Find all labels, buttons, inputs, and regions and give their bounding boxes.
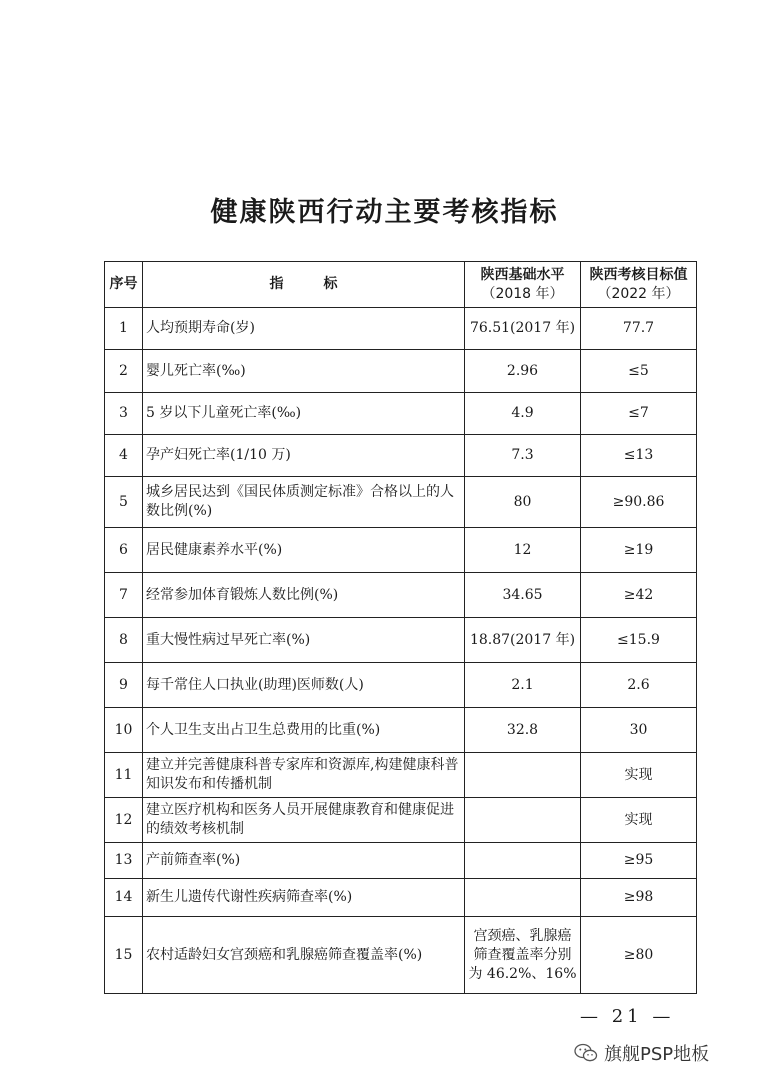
row-base: 2.1: [465, 663, 581, 708]
header-target-line2: （2022 年）: [597, 285, 680, 302]
row-base: 34.65: [465, 573, 581, 618]
row-no: 10: [105, 708, 143, 753]
row-indicator: 建立医疗机构和医务人员开展健康教育和健康促进的绩效考核机制: [143, 798, 465, 843]
row-target: ≥19: [581, 528, 697, 573]
row-no: 6: [105, 528, 143, 573]
row-base: 2.96: [465, 350, 581, 393]
header-target: [581, 262, 697, 308]
header-target-line1: 陕西考核目标值: [589, 266, 688, 283]
table-row: [105, 528, 697, 573]
row-target: ≤7: [581, 393, 697, 435]
row-base: 76.51(2017 年): [465, 308, 581, 350]
page-number: — 21 —: [580, 1006, 675, 1027]
row-no: 14: [105, 879, 143, 917]
table-row: [105, 843, 697, 879]
row-indicator: 产前筛查率(%): [143, 843, 465, 879]
row-no: 15: [105, 917, 143, 994]
row-base: 7.3: [465, 435, 581, 477]
row-indicator: 城乡居民达到《国民体质测定标准》合格以上的人数比例(%): [143, 477, 465, 528]
row-target: 实现: [581, 753, 697, 798]
row-indicator: 孕产妇死亡率(1/10 万): [143, 435, 465, 477]
table-row: [105, 663, 697, 708]
header-base-line1: 陕西基础水平: [480, 266, 565, 283]
row-indicator: 每千常住人口执业(助理)医师数(人): [143, 663, 465, 708]
header-indicator: [143, 262, 465, 308]
row-base: 12: [465, 528, 581, 573]
row-base: 4.9: [465, 393, 581, 435]
row-no: 1: [105, 308, 143, 350]
row-target: ≥90.86: [581, 477, 697, 528]
row-base: 宫颈癌、乳腺癌筛查覆盖率分别为 46.2%、16%: [465, 917, 581, 994]
table-row: [105, 477, 697, 528]
row-no: 3: [105, 393, 143, 435]
watermark: [574, 1040, 709, 1066]
table-row: [105, 435, 697, 477]
row-base: 80: [465, 477, 581, 528]
table-row: [105, 798, 697, 843]
row-target: ≥98: [581, 879, 697, 917]
header-indicator-a: 指: [269, 276, 284, 292]
row-no: 11: [105, 753, 143, 798]
row-target: 77.7: [581, 308, 697, 350]
table-row: [105, 708, 697, 753]
header-indicator-b: 标: [323, 276, 338, 292]
row-base: [465, 879, 581, 917]
row-target: ≤13: [581, 435, 697, 477]
row-no: 13: [105, 843, 143, 879]
row-target: ≤15.9: [581, 618, 697, 663]
table-row: [105, 753, 697, 798]
row-no: 2: [105, 350, 143, 393]
table-row: [105, 308, 697, 350]
table-row: [105, 573, 697, 618]
row-indicator: 经常参加体育锻炼人数比例(%): [143, 573, 465, 618]
table-row: [105, 917, 697, 994]
row-indicator: 新生儿遗传代谢性疾病筛查率(%): [143, 879, 465, 917]
row-indicator: 个人卫生支出占卫生总费用的比重(%): [143, 708, 465, 753]
row-base: [465, 798, 581, 843]
row-no: 9: [105, 663, 143, 708]
row-indicator: 人均预期寿命(岁): [143, 308, 465, 350]
row-indicator: 重大慢性病过早死亡率(%): [143, 618, 465, 663]
header-base-line2: （2018 年）: [481, 285, 564, 302]
table-row: [105, 879, 697, 917]
table-row: [105, 350, 697, 393]
row-base: [465, 753, 581, 798]
row-target: ≥80: [581, 917, 697, 994]
wechat-icon: [574, 1042, 598, 1064]
row-indicator: 农村适龄妇女宫颈癌和乳腺癌筛查覆盖率(%): [143, 917, 465, 994]
row-no: 12: [105, 798, 143, 843]
row-base: [465, 843, 581, 879]
row-base: 32.8: [465, 708, 581, 753]
table-header-row: [105, 262, 697, 308]
row-indicator: 居民健康素养水平(%): [143, 528, 465, 573]
row-no: 5: [105, 477, 143, 528]
row-no: 4: [105, 435, 143, 477]
row-no: 8: [105, 618, 143, 663]
row-target: 30: [581, 708, 697, 753]
page-title: 健康陕西行动主要考核指标: [210, 197, 559, 228]
row-target: 实现: [581, 798, 697, 843]
row-indicator: 5 岁以下儿童死亡率(‰): [143, 393, 465, 435]
row-target: 2.6: [581, 663, 697, 708]
header-base: [465, 262, 581, 308]
row-target: ≥95: [581, 843, 697, 879]
row-target: ≥42: [581, 573, 697, 618]
row-no: 7: [105, 573, 143, 618]
row-base: 18.87(2017 年): [465, 618, 581, 663]
table-row: [105, 618, 697, 663]
watermark-text: 旗舰PSP地板: [604, 1044, 710, 1065]
indicator-table: [104, 261, 697, 994]
table-row: [105, 393, 697, 435]
row-indicator: 建立并完善健康科普专家库和资源库,构建健康科普知识发布和传播机制: [143, 753, 465, 798]
header-no: 序号: [105, 262, 143, 308]
row-target: ≤5: [581, 350, 697, 393]
row-indicator: 婴儿死亡率(‰): [143, 350, 465, 393]
